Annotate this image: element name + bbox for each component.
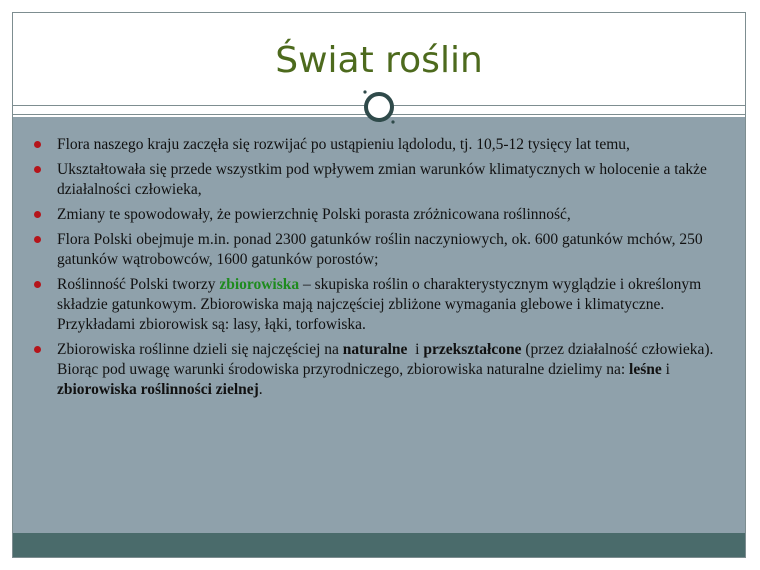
bullet-text-part: i [661, 361, 670, 378]
content-area [13, 117, 745, 535]
bullet-text-before: Roślinność Polski tworzy [57, 276, 220, 293]
highlight-term: zbiorowiska [219, 276, 300, 293]
bullet-dot-icon [34, 281, 41, 288]
bullet-text: Flora naszego kraju zaczęła się rozwijać po ustąpieniu lądolodu, tj. 10,5-12 tysięcy lat temu, [57, 136, 630, 153]
bullet-text-part: Zbiorowiska roślinne dzieli się najczęściej na [57, 341, 343, 358]
bullet-item [31, 230, 731, 270]
bold-term: przekształcone [423, 341, 522, 358]
slide [12, 12, 746, 558]
bullet-text-after: – skupiska roślin o charakterystycznym wyglądzie i określonym składzie gatunkowym. Zbiorowiska mają najczęściej zbliżone wymagania glebowe i klimatyczne. Przykładami zbiorowisk są: lasy, łąki, torfowiska. [57, 276, 702, 333]
bullet-dot-icon [34, 141, 41, 148]
bullet-item [31, 135, 731, 155]
bullet-list [31, 135, 731, 405]
bullet-text: Flora Polski obejmuje m.in. ponad 2300 gatunków roślin naczyniowych, ok. 600 gatunków mchów, 250 gatunków wątrobowców, 1600 gatunków porostów; [57, 231, 703, 268]
bullet-dot-icon [34, 166, 41, 173]
bullet-dot-icon [34, 236, 41, 243]
bullet-text: Zmiany te spowodowały, że powierzchnię Polski porasta zróżnicowana roślinność, [57, 206, 571, 223]
slide-title: Świat roślin [275, 40, 483, 81]
footer-bar [13, 533, 745, 557]
bold-term: zbiorowiska roślinności zielnej [57, 381, 259, 398]
bullet-dot-icon [34, 346, 41, 353]
bullet-item [31, 275, 731, 335]
bullet-item [31, 340, 731, 400]
bold-term: leśne [629, 361, 662, 378]
bullet-item [31, 205, 731, 225]
bullet-text-part: i [407, 341, 424, 358]
bullet-text-part: . [258, 381, 263, 398]
bullet-dot-icon [34, 211, 41, 218]
bullet-text: Ukształtowała się przede wszystkim pod wpływem zmian warunków klimatycznych w holocenie a także działalności człowieka, [57, 161, 707, 198]
bullet-text-part: (przez działalność człowieka). Biorąc pod uwagę warunki środowiska przyrodniczego, zbiorowiska naturalne dzielimy na: [57, 341, 714, 378]
bold-term: naturalne [342, 341, 408, 358]
ring-ornament-icon [359, 87, 399, 127]
bullet-item [31, 160, 731, 200]
